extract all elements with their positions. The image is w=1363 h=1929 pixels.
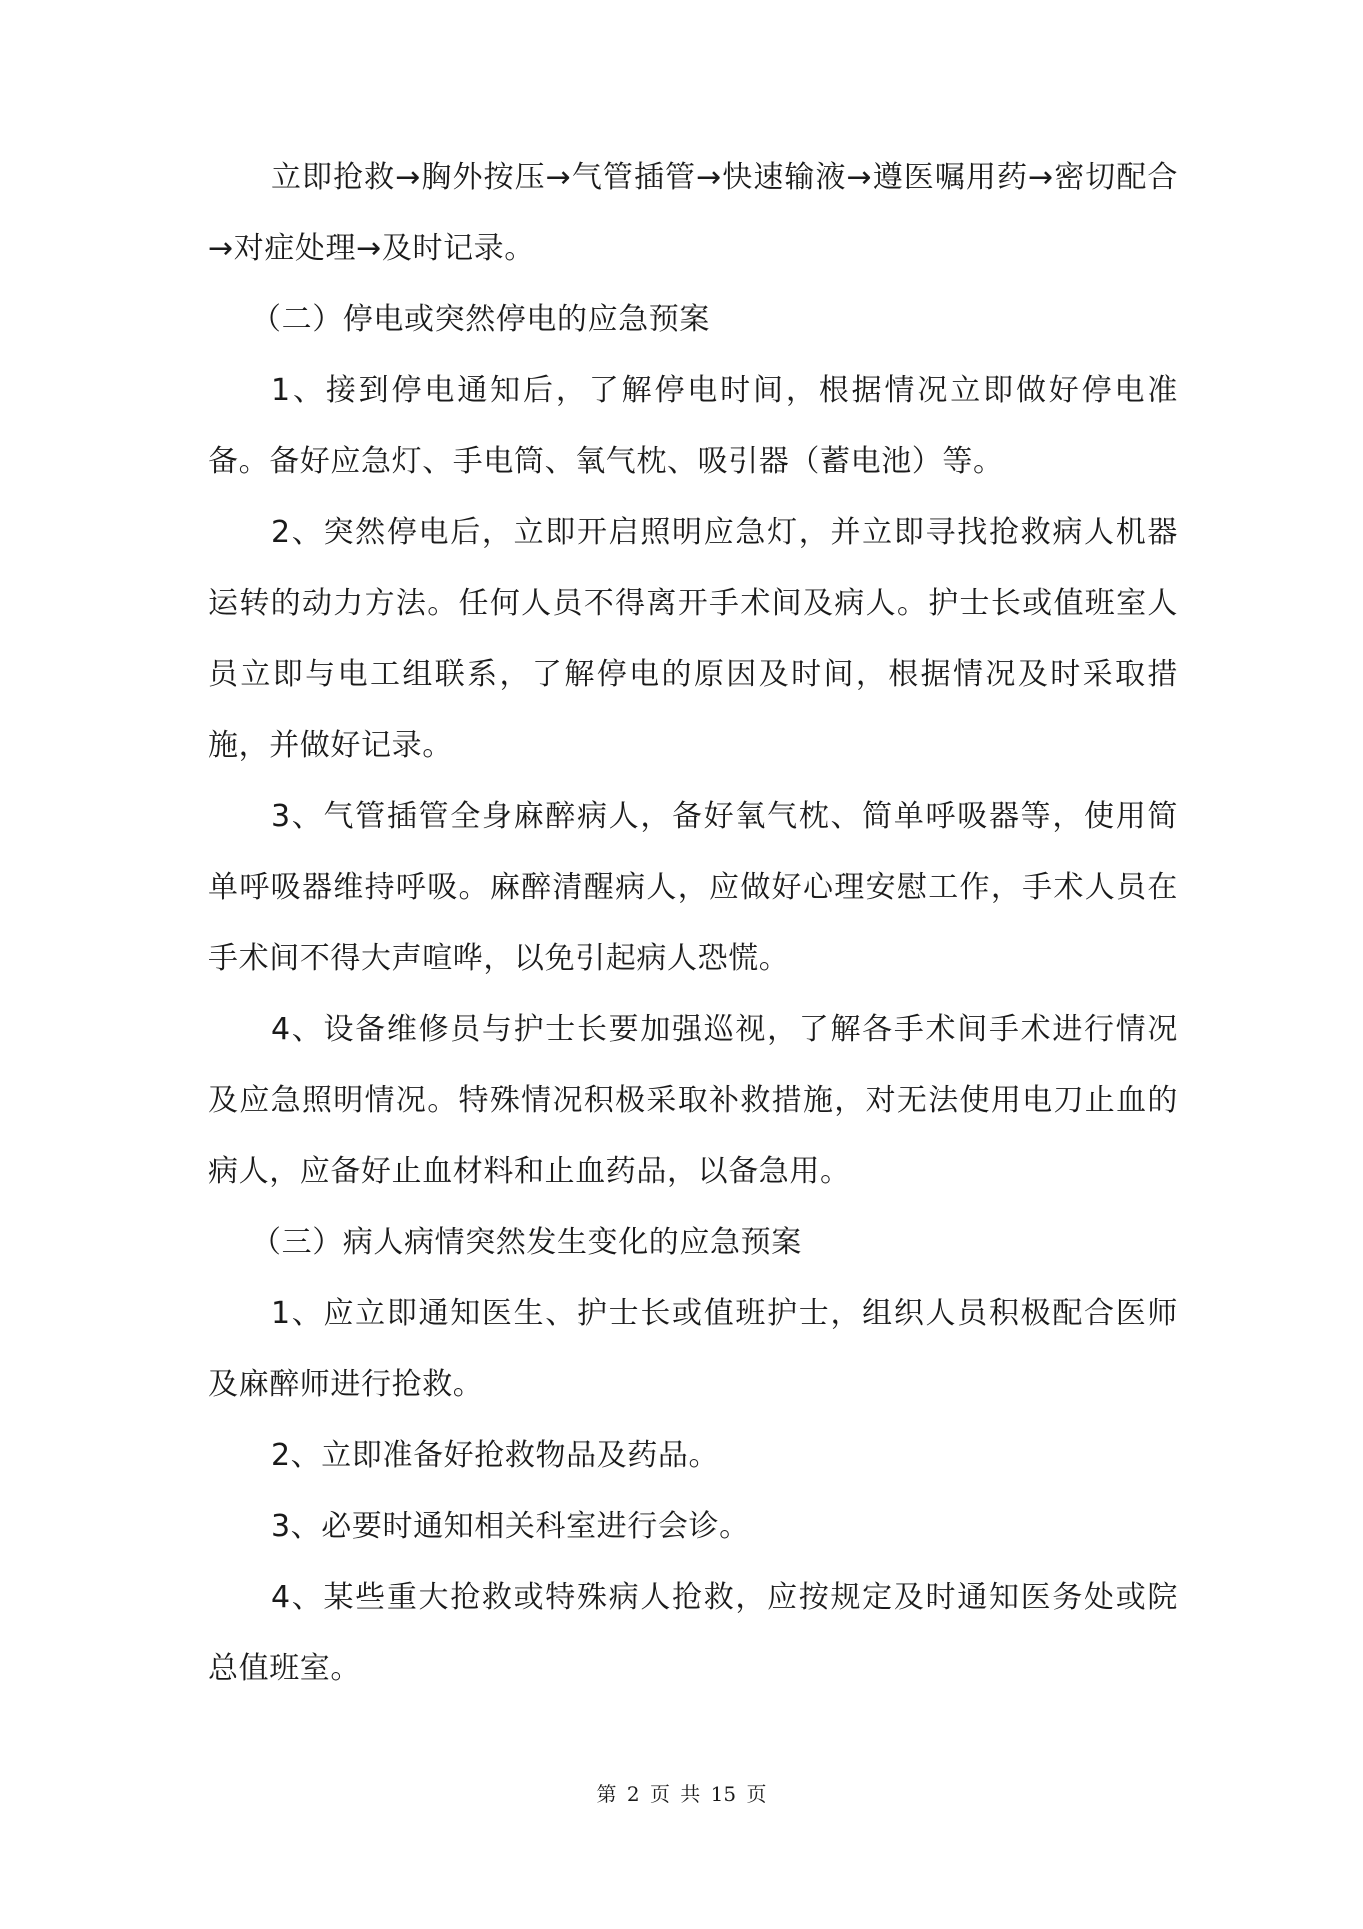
paragraph-outage-item-1: 1、接到停电通知后，了解停电时间，根据情况立即做好停电准备。备好应急灯、手电筒、氧气枕、吸引器（蓄电池）等。	[208, 373, 1178, 479]
paragraph-outage-item-4: 4、设备维修员与护士长要加强巡视，了解各手术间手术进行情况及应急照明情况。特殊情况积极采取补救措施，对无法使用电刀止血的病人，应备好止血材料和止血药品，以备急用。	[208, 1012, 1178, 1189]
paragraph-condition-item-2: 2、立即准备好抢救物品及药品。	[271, 1438, 720, 1473]
document-body	[208, 142, 1178, 1704]
section-heading-condition-change: （三）病人病情突然发生变化的应急预案	[251, 1225, 802, 1260]
section-heading-power-outage: （二）停电或突然停电的应急预案	[251, 302, 710, 337]
paragraph-outage-item-3: 3、气管插管全身麻醉病人，备好氧气枕、简单呼吸器等，使用简单呼吸器维持呼吸。麻醉清醒病人，应做好心理安慰工作，手术人员在手术间不得大声喧哗，以免引起病人恐慌。	[208, 799, 1178, 976]
paragraph-condition-item-4: 4、某些重大抢救或特殊病人抢救，应按规定及时通知医务处或院总值班室。	[208, 1580, 1178, 1686]
page-number-footer: 第 2 页 共 15 页	[596, 1782, 767, 1806]
paragraph-emergency-steps: 立即抢救→胸外按压→气管插管→快速输液→遵医嘱用药→密切配合→对症处理→及时记录。	[208, 160, 1178, 266]
paragraph-outage-item-2: 2、突然停电后，立即开启照明应急灯，并立即寻找抢救病人机器运转的动力方法。任何人员不得离开手术间及病人。护士长或值班室人员立即与电工组联系，了解停电的原因及时间，根据情况及时采取措施，并做好记录。	[208, 515, 1178, 763]
paragraph-condition-item-1: 1、应立即通知医生、护士长或值班护士，组织人员积极配合医师及麻醉师进行抢救。	[208, 1296, 1178, 1402]
paragraph-condition-item-3: 3、必要时通知相关科室进行会诊。	[271, 1509, 750, 1544]
